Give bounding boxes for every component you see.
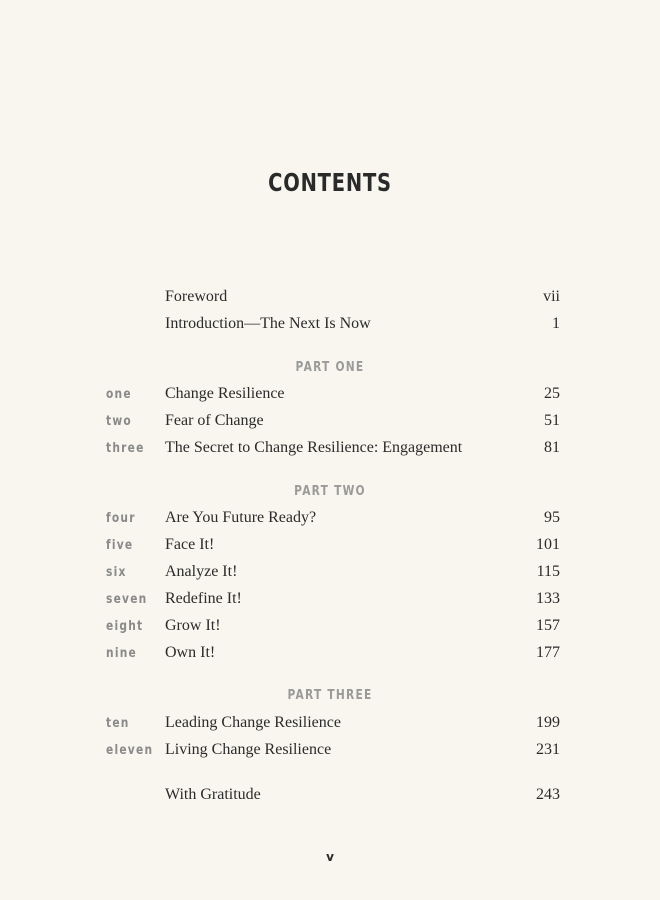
entry-title: Redefine It! (165, 590, 242, 607)
toc-entry-chapter (0, 741, 660, 767)
entry-page: 81 (544, 439, 560, 456)
chapter-number: three (106, 441, 145, 456)
entry-page: 95 (544, 509, 560, 526)
entry-page: 101 (536, 536, 560, 553)
entry-title: The Secret to Change Resilience: Engagement (165, 439, 463, 456)
page-title: CONTENTS (268, 168, 392, 197)
entry-page: 199 (536, 714, 560, 731)
entry-title: Own It! (165, 644, 216, 661)
entry-title: Are You Future Ready? (165, 509, 317, 526)
entry-title: Living Change Resilience (165, 741, 332, 758)
chapter-number: six (106, 565, 127, 580)
toc-entry-foreword (0, 288, 660, 314)
part-heading-two: PART TWO (294, 484, 366, 499)
part-heading-one: PART ONE (295, 360, 365, 375)
chapter-number: seven (106, 592, 148, 607)
entry-title: Change Resilience (165, 385, 285, 402)
entry-page: 177 (536, 644, 560, 661)
entry-page: 115 (536, 563, 560, 580)
entry-page: 231 (536, 741, 560, 758)
toc-entry-chapter (0, 385, 660, 411)
entry-page: 51 (544, 412, 560, 429)
chapter-number: five (106, 538, 134, 553)
toc-entry-chapter (0, 563, 660, 589)
entry-title: Introduction—The Next Is Now (165, 315, 371, 332)
part-heading-three: PART THREE (287, 688, 373, 703)
chapter-number: ten (106, 716, 130, 731)
entry-title: With Gratitude (165, 786, 261, 803)
chapter-number: one (106, 387, 132, 402)
entry-title: Leading Change Resilience (165, 714, 341, 731)
toc-entry-chapter (0, 617, 660, 643)
toc-entry-chapter (0, 714, 660, 740)
toc-entry-chapter (0, 509, 660, 535)
entry-page: vii (543, 288, 560, 305)
toc-entry-chapter (0, 412, 660, 438)
toc-entry-gratitude (0, 786, 660, 812)
chapter-number: nine (106, 646, 137, 661)
toc-entry-chapter (0, 590, 660, 616)
toc-entry-chapter (0, 439, 660, 465)
chapter-number: four (106, 511, 136, 526)
toc-entry-chapter (0, 644, 660, 670)
toc-entry-chapter (0, 536, 660, 562)
toc-entry-introduction (0, 315, 660, 341)
entry-page: 1 (552, 315, 560, 332)
entry-page: 25 (544, 385, 560, 402)
entry-title: Foreword (165, 288, 228, 305)
entry-page: 133 (536, 590, 560, 607)
chapter-number: eight (106, 619, 144, 634)
entry-page: 243 (536, 786, 560, 803)
page-number: v (326, 850, 334, 864)
entry-title: Analyze It! (165, 563, 238, 580)
entry-title: Fear of Change (165, 412, 264, 429)
chapter-number: eleven (106, 743, 154, 758)
entry-page: 157 (536, 617, 560, 634)
entry-title: Grow It! (165, 617, 221, 634)
chapter-number: two (106, 414, 132, 429)
entry-title: Face It! (165, 536, 215, 553)
